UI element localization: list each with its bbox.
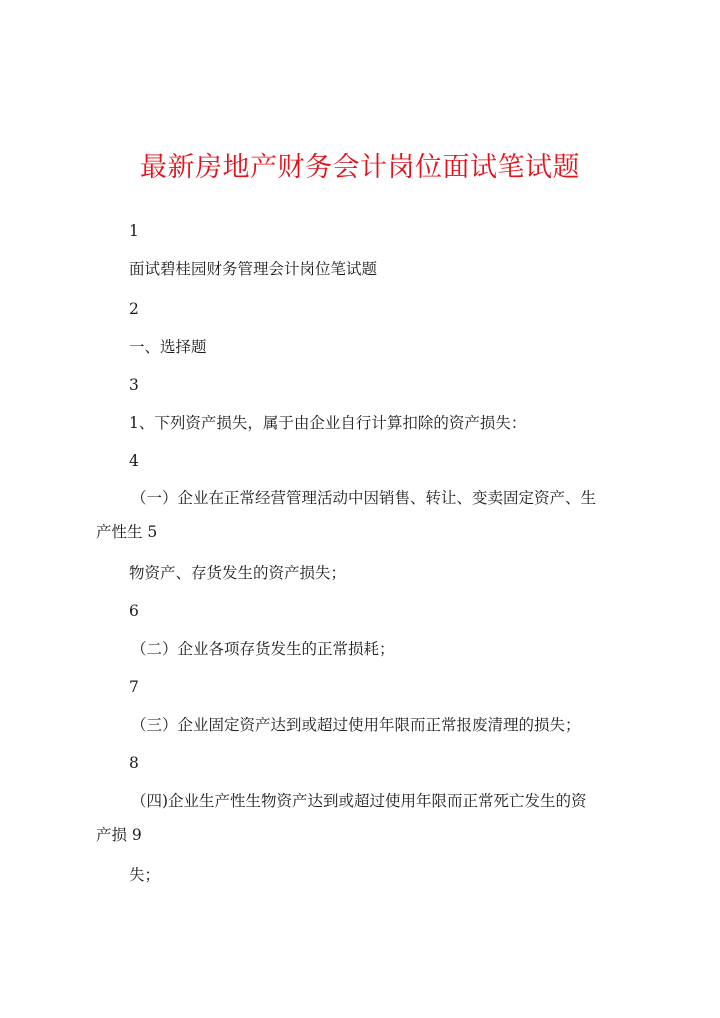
paragraph-line: 一、选择题 <box>129 338 207 356</box>
paragraph-line: （一）企业在正常经营管理活动中因销售、转让、变卖固定资产、生 <box>131 489 597 507</box>
line-number: 1 <box>129 222 139 240</box>
line-number: 4 <box>129 452 139 470</box>
line-number: 7 <box>129 678 139 696</box>
line-number: 3 <box>129 376 139 394</box>
paragraph-line: （二）企业各项存货发生的正常损耗； <box>131 640 395 658</box>
line-number: 2 <box>129 300 139 318</box>
paragraph-line: 物资产、存货发生的资产损失； <box>129 564 347 582</box>
paragraph-line: 面试碧桂园财务管理会计岗位笔试题 <box>129 260 378 278</box>
line-number: 6 <box>129 602 139 620</box>
line-number: 8 <box>129 754 139 772</box>
paragraph-line: 失； <box>129 866 161 884</box>
paragraph-line: 产性生 5 <box>96 523 158 541</box>
paragraph-line: （四)企业生产性生物资产达到或超过使用年限而正常死亡发生的资 <box>131 792 587 810</box>
paragraph-line: 产损 9 <box>96 826 142 844</box>
paragraph-line: 1、下列资产损失，属于由企业自行计算扣除的资产损失： <box>129 414 527 432</box>
paragraph-line: （三）企业固定资产达到或超过使用年限而正常报废清理的损失； <box>131 716 581 734</box>
document-title: 最新房地产财务会计岗位面试笔试题 <box>140 152 580 183</box>
